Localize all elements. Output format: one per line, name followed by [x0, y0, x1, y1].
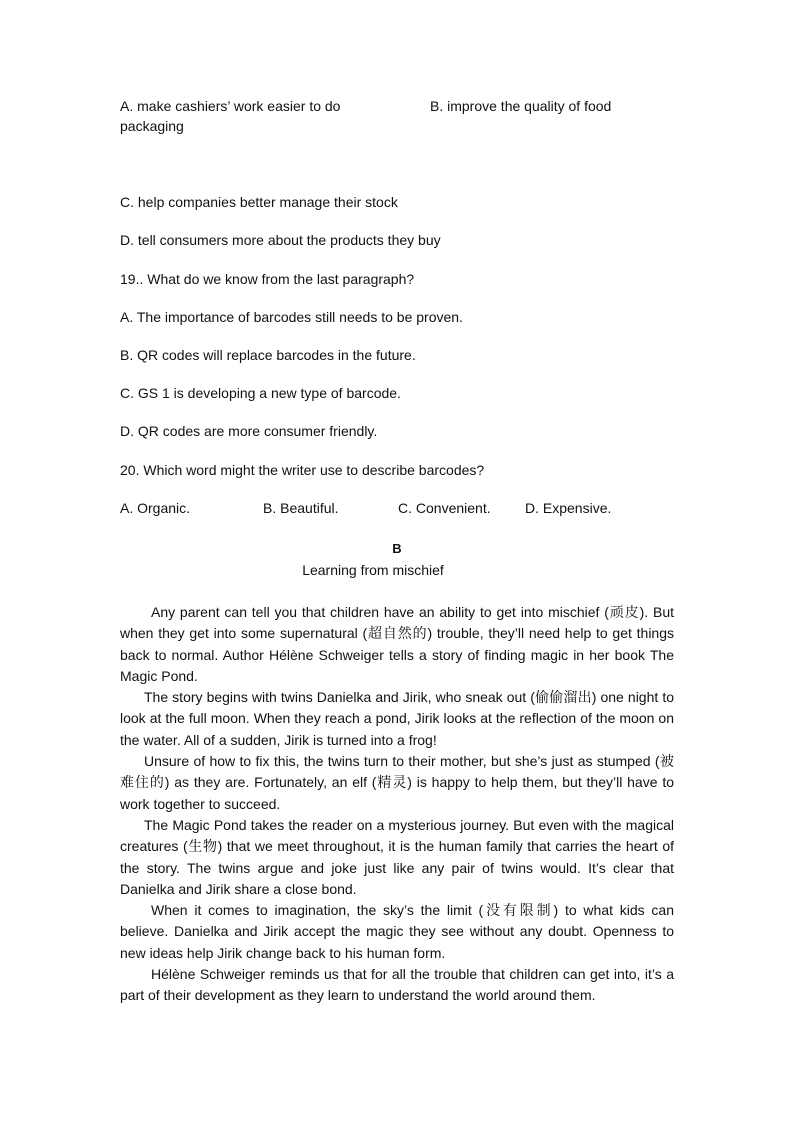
section-letter: B [392, 541, 402, 556]
passage-paragraph: Any parent can tell you that children have an ability to get into mischief (顽皮). But when they get into some supernatural (超自然的) trouble, they’ll need help to get things back to normal. Author Hélène Schweiger tells a story of finding magic in her book The Magic Pond. [120, 604, 674, 684]
q18-option-c: C. help companies better manage their stock [120, 194, 398, 210]
q20-question: 20. Which word might the writer use to describe barcodes? [120, 462, 485, 478]
q18-option-b: B. improve the quality of food [430, 98, 612, 114]
passage-title: Learning from mischief [302, 562, 444, 578]
q20-option-c: C. Convenient. [398, 500, 491, 516]
q19-option-c: C. GS 1 is developing a new type of barcode. [120, 385, 401, 401]
passage-paragraph: Unsure of how to fix this, the twins turn to their mother, but she’s just as stumped (被难住的) as they are. Fortunately, an elf (精灵) is happy to help them, but they’ll have to work together to succeed. [120, 753, 674, 812]
q18-option-a: A. make cashiers’ work easier to do [120, 98, 341, 114]
passage-paragraph: When it comes to imagination, the sky’s the limit (没有限制) to what kids can believe. Danielka and Jirik accept the magic they see without any doubt. Openness to new ideas help Jirik change back to his human form. [120, 902, 674, 961]
q18-option-d: D. tell consumers more about the products they buy [120, 232, 441, 248]
q20-option-a: A. Organic. [120, 500, 191, 516]
passage-paragraph: Hélène Schweiger reminds us that for all the trouble that children can get into, it’s a part of their development as they learn to understand the world around them. [120, 966, 674, 1004]
q20-option-b: B. Beautiful. [263, 500, 339, 516]
q19-option-d: D. QR codes are more consumer friendly. [120, 423, 378, 439]
passage-paragraph: The Magic Pond takes the reader on a mysterious journey. But even with the magical creatures (生物) that we meet throughout, it is the human family that carries the heart of the story. The twins argue and joke just like any pair of twins would. It’s clear that Danielka and Jirik share a close bond. [120, 816, 674, 897]
q20-option-d: D. Expensive. [525, 500, 612, 516]
q18-option-a-continued: packaging [120, 118, 184, 134]
q19-question: 19.. What do we know from the last paragraph? [120, 271, 415, 287]
passage-paragraph: The story begins with twins Danielka and Jirik, who sneak out (偷偷溜出) one night to look at the full moon. When they reach a pond, Jirik looks at the reflection of the moon on the water. All of a sudden, Jirik is turned into a frog! [120, 689, 674, 748]
q19-option-a: A. The importance of barcodes still needs to be proven. [120, 309, 463, 325]
q19-option-b: B. QR codes will replace barcodes in the future. [120, 347, 416, 363]
passage-body [120, 602, 674, 1007]
